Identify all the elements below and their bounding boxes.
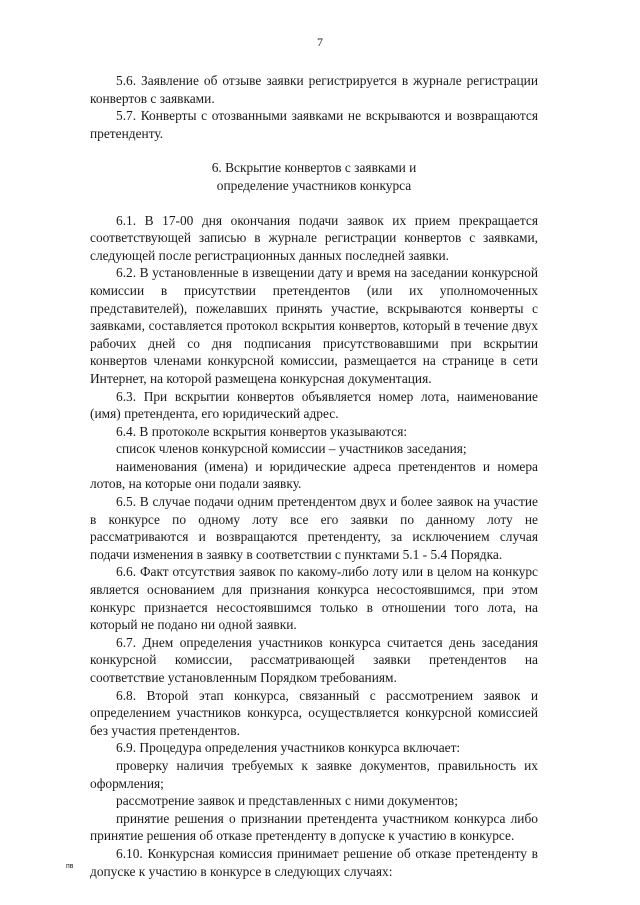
page-number: 7 (317, 35, 323, 49)
paragraph-6-8: 6.8. Второй этап конкурса, связанный с рассмотрением заявок и определением участников конкурса, осуществляется конкурсной комиссией без участия претендентов. (90, 687, 538, 738)
paragraph-6-4-item-1: список членов конкурсной комиссии – участников заседания; (116, 441, 467, 457)
paragraph-6-9-item-1: проверку наличия требуемых к заявке документов, правильность их оформления; (90, 757, 538, 791)
paragraph-6-9-item-2: рассмотрение заявок и представленных с ними документов; (116, 793, 458, 809)
paragraph-5-6: 5.6. Заявление об отзыве заявки регистрируется в журнале регистрации конвертов с заявками. (90, 73, 538, 106)
paragraph-6-1: 6.1. В 17-00 дня окончания подачи заявок их прием прекращается соответствующей записью в журнале регистрации конвертов с заявками, следующей после регистрационных данных последней заявки. (90, 212, 538, 263)
paragraph-6-4: 6.4. В протоколе вскрытия конвертов указываются: (116, 423, 408, 439)
footer-initials: пв (66, 863, 74, 870)
paragraph-5-7: 5.7. Конверты с отозванными заявками не вскрываются и возвращаются претенденту. (90, 108, 538, 141)
paragraph-6-9: 6.9. Процедура определения участников конкурса включает: (116, 740, 461, 756)
paragraph-6-6: 6.6. Факт отсутствия заявок по какому-либо лоту или в целом на конкурс является основанием для признания конкурса несостоявшимся, при этом конкурс признается несостоявшимся только в отношении того лота, на который не подано ни одной заявки. (90, 564, 538, 633)
paragraph-6-4-item-2: наименования (имена) и юридические адреса претендентов и номера лотов, на которые они подали заявку. (90, 458, 538, 492)
paragraph-6-10: 6.10. Конкурсная комиссия принимает решение об отказе претенденту в допуске к участию в конкурсе в следующих случаях: (90, 845, 538, 879)
paragraph-6-9-item-3: принятие решения о признании претендента участником конкурса либо принятие решения об отказе претенденту в допуске к участию в конкурсе. (90, 810, 538, 844)
paragraph-6-2: 6.2. В установленные в извещении дату и время на заседании конкурсной комиссии в присутствии претендентов (или их уполномоченных представителей), пожелавших принять участие, вскрываются конверты с заявками, составляется протокол вскрытия конвертов, который в течение двух рабочих дней со дня подписания присутствовавшими при вскрытии конвертов членами конкурсной комиссии, размещается на странице в сети Интернет, на которой размещена конкурсная документация. (90, 265, 538, 386)
paragraph-6-3: 6.3. При вскрытии конвертов объявляется номер лота, наименование (имя) претендента, его юридический адрес. (90, 388, 538, 422)
paragraph-6-5: 6.5. В случае подачи одним претендентом двух и более заявок на участие в конкурсе по одному лоту все его заявки по данному лоту не рассматриваются и возвращаются претенденту, за исключением случая подачи изменения в заявку в соответствии с пунктами 5.1 - 5.4 Порядка. (90, 494, 538, 562)
section-heading-line-2: определение участников конкурса (216, 177, 412, 193)
document-body (90, 72, 538, 880)
paragraph-6-7: 6.7. Днем определения участников конкурса считается день заседания конкурсной комиссии, рассматривающей заявки претендентов на соответствие установленным Порядком требованиям. (90, 634, 538, 685)
section-heading-line-1: 6. Вскрытие конвертов с заявками и (211, 160, 417, 176)
